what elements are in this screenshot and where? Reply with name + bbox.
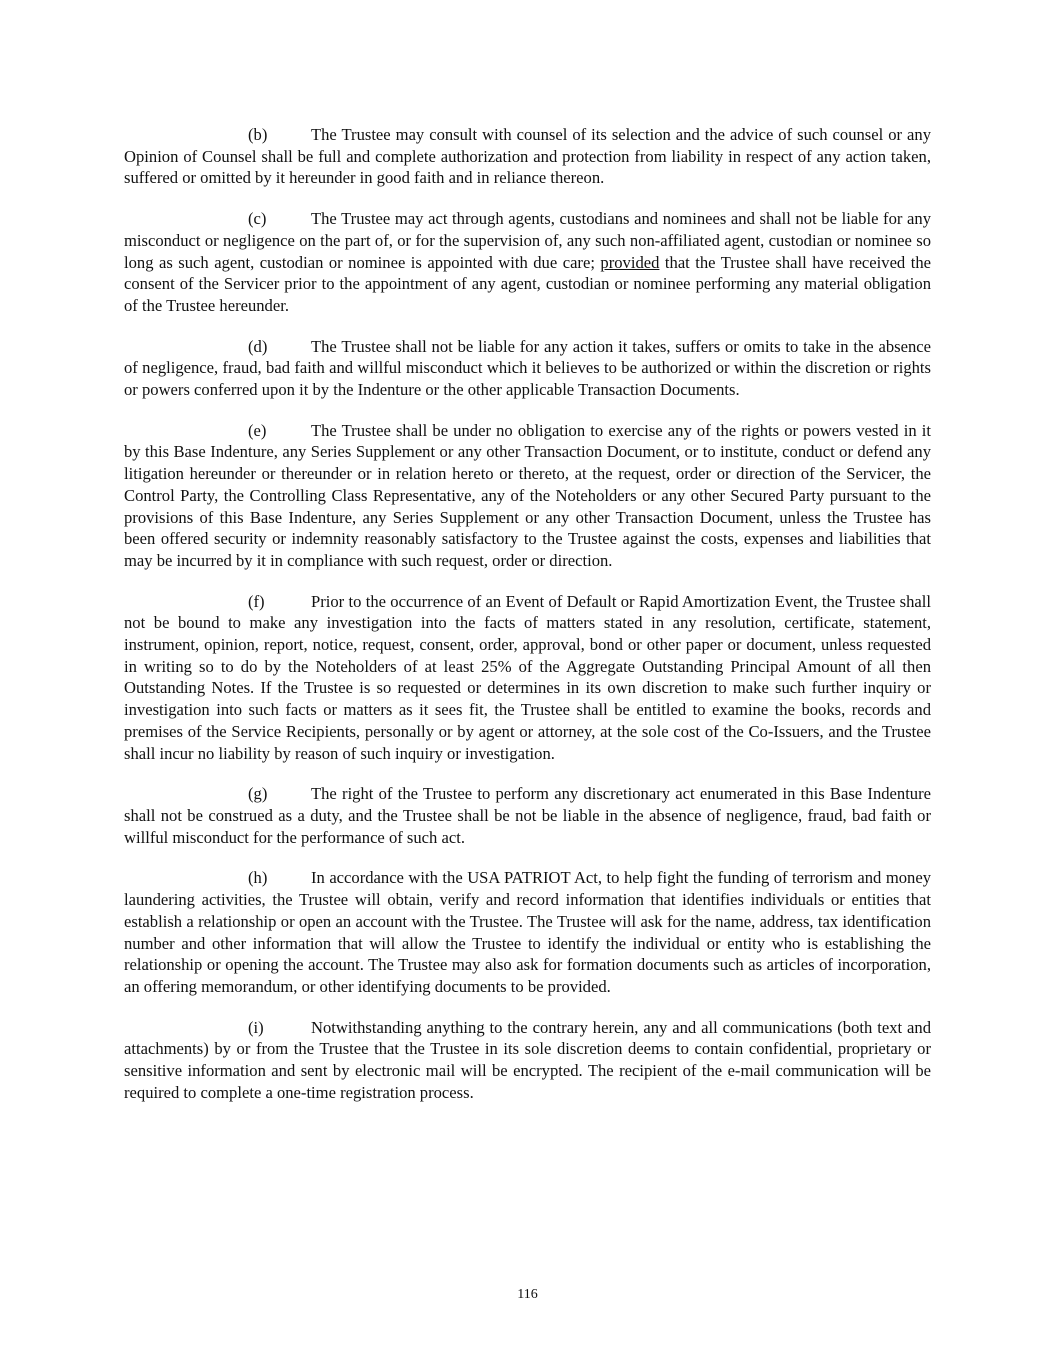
paragraph-label: (b) bbox=[248, 125, 268, 144]
paragraph-label: (g) bbox=[248, 784, 268, 804]
paragraph-text: Prior to the occurrence of an Event of Default or Rapid Amortization Event, the Trustee shall not be bound to make any investigation into the facts of matters stated in any resolution, certificate, statement, instrument, opinion, report, notice, request, consent, order, approval, bond or other paper or document, unless requested in writing so to do by the Noteholders of at least 25% of the Aggregate Outstanding Principal Amount of all then Outstanding Notes. If the Trustee is so requested or determines in its own discretion to make such further inquiry or investigation into such facts or matters as it sees fit, the Trustee shall be entitled to examine the books, records and premises of the Service Recipients, personally or by agent or attorney, at the sole cost of the Co-Issuers, and the Trustee shall incur no liability by reason of such inquiry or investigation. bbox=[124, 591, 931, 763]
paragraph-b bbox=[124, 124, 931, 189]
underlined-term: provided bbox=[600, 252, 660, 272]
paragraph-e bbox=[124, 420, 931, 572]
paragraph-text: The Trustee shall be under no obligation to exercise any of the rights or powers vested in it by this Base Indenture, any Series Supplement or any other Transaction Document, or to institute, conduct or defend any litigation hereunder or thereunder or in relation hereto or thereto, at the request, order or direction of the Servicer, the Control Party, the Controlling Class Representative, any of the Noteholders or any other Secured Party pursuant to the provisions of this Base Indenture, any Series Supplement or any other Transaction Document, unless the Trustee has been offered security or indemnity reasonably satisfactory to the Trustee against the costs, expenses and liabilities that may be incurred by it in compliance with such request, order or direction. bbox=[124, 420, 931, 570]
paragraph-label: (e) bbox=[248, 420, 267, 440]
paragraph-label: (f) bbox=[248, 591, 265, 611]
paragraph-g bbox=[124, 783, 931, 848]
paragraph-c bbox=[124, 208, 931, 317]
paragraph-h bbox=[124, 867, 931, 997]
document-body bbox=[124, 124, 931, 1122]
paragraph-text: The Trustee may consult with counsel of its selection and the advice of such counsel or any Opinion of Counsel shall be full and complete authorization and protection from liability in respect of any action taken, suffered or omitted by it hereunder in good faith and in reliance thereon. bbox=[124, 125, 931, 188]
paragraph-label: (h) bbox=[248, 868, 268, 888]
paragraph-d bbox=[124, 336, 931, 401]
paragraph-text: The Trustee shall not be liable for any action it takes, suffers or omits to take in the absence of negligence, fraud, bad faith and willful misconduct which it believes to be authorized or within the discretion or rights or powers conferred upon it by the Indenture or the other applicable Transaction Documents. bbox=[124, 336, 931, 400]
paragraph-text: Notwithstanding anything to the contrary herein, any and all communications (both text and attachments) by or from the Trustee that the Trustee in its sole discretion deems to contain confidential, proprietary or sensitive information and sent by electronic mail will be encrypted. The recipient of the e-mail communication will be required to complete a one-time registration process. bbox=[124, 1017, 931, 1102]
paragraph-label: (i) bbox=[248, 1017, 264, 1037]
paragraph-text: The Trustee may act through agents, custodians and nominees and shall not be liable for any misconduct or negligence on the part of, or for the supervision of, any such non-affiliated agent, custodian or nominee so long as such agent, custodian or nominee is appointed with due care; bbox=[124, 209, 931, 272]
paragraph-label: (c) bbox=[248, 209, 267, 229]
paragraph-text: The right of the Trustee to perform any discretionary act enumerated in this Base Indenture shall not be construed as a duty, and the Trustee shall be not be liable in the absence of negligence, fraud, bad faith or willful misconduct for the performance of such act. bbox=[124, 784, 931, 847]
paragraph-f bbox=[124, 591, 931, 765]
paragraph-text: that the Trustee shall have received the consent of the Servicer prior to the appointment of any agent, custodian or nominee performing any material obligation of the Trustee hereunder. bbox=[124, 252, 931, 315]
paragraph-text: In accordance with the USA PATRIOT Act, to help fight the funding of terrorism and money laundering activities, the Trustee will obtain, verify and record information that identifies individuals or entities that establish a relationship or open an account with the Trustee. The Trustee will ask for the name, address, tax identification number and other information that will allow the Trustee to identify the individual or entity who is establishing the relationship or opening the account. The Trustee may also ask for formation documents such as articles of incorporation, an offering memorandum, or other identifying documents to be provided. bbox=[124, 868, 931, 996]
page-number: 116 bbox=[517, 1287, 538, 1302]
paragraph-label: (d) bbox=[248, 336, 268, 356]
paragraph-i bbox=[124, 1017, 931, 1104]
